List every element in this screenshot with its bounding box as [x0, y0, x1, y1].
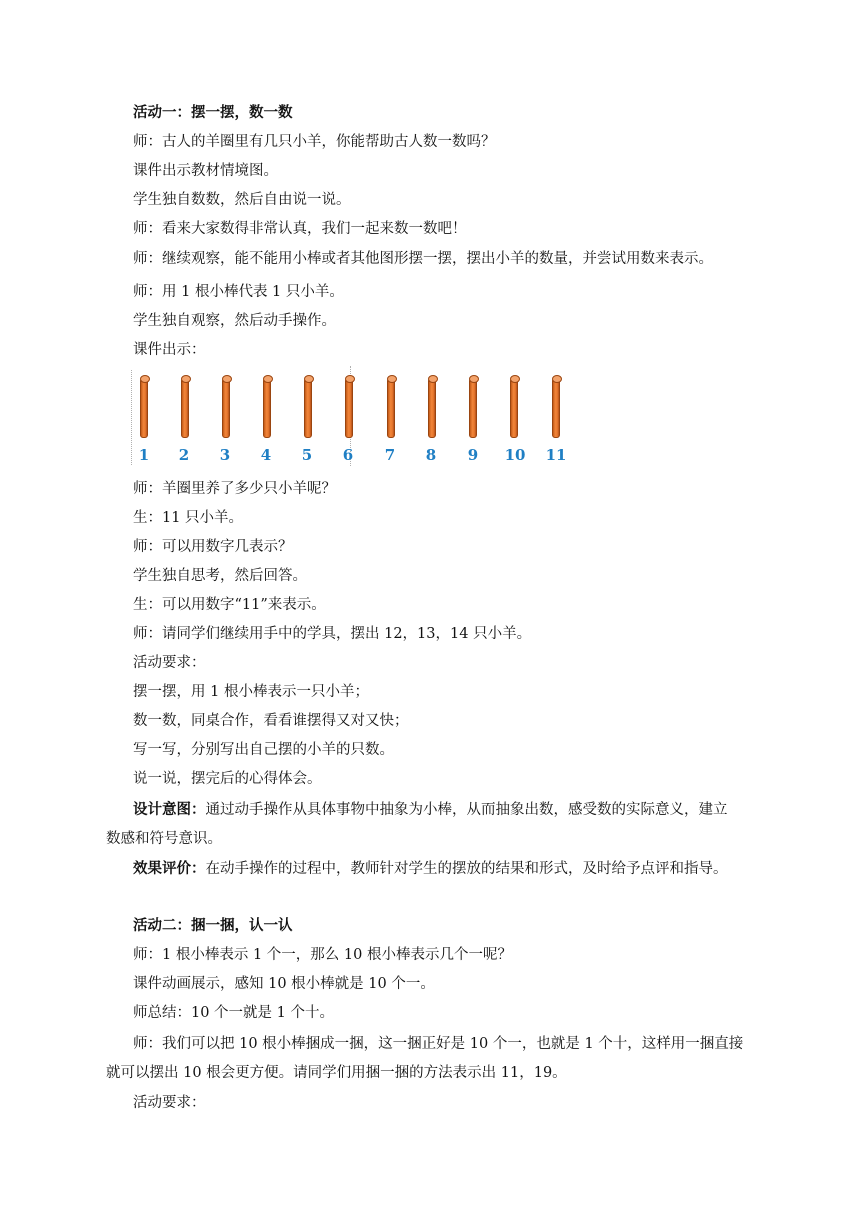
text-line: 课件出示：	[133, 342, 206, 358]
stick-number: 9	[467, 446, 479, 464]
stick-2	[181, 378, 189, 438]
text-line: 生：11 只小羊。	[133, 510, 244, 526]
text-line: 师：我们可以把 10 根小棒捆成一捆，这一捆正好是 10 个一，也就是 1 个十，这样用一捆直接	[133, 1036, 744, 1052]
text-line: 写一写，分别写出自己摆的小羊的只数。	[133, 742, 394, 758]
stick-8	[428, 378, 436, 438]
stick-7	[387, 378, 395, 438]
stick-10	[510, 378, 518, 438]
text-line: 师：羊圈里养了多少只小羊呢？	[133, 481, 336, 497]
text-line: 活动要求：	[133, 1095, 206, 1111]
stick-number: 6	[342, 446, 354, 464]
design-intent-text: 通过动手操作从具体事物中抽象为小棒，从而抽象出数，感受数的实际意义，建立	[205, 802, 728, 818]
design-intent-label: 设计意图：	[133, 801, 206, 818]
text-line: 摆一摆，用 1 根小棒表示一只小羊；	[133, 684, 369, 700]
stick-6	[345, 378, 353, 438]
stick-9	[469, 378, 477, 438]
text-line: 师：古人的羊圈里有几只小羊，你能帮助古人数一数吗？	[133, 134, 496, 150]
stick-number: 2	[178, 446, 190, 464]
text-line: 数一数，同桌合作，看看谁摆得又对又快；	[133, 713, 409, 729]
text-line: 生：可以用数字“11”来表示。	[133, 597, 326, 613]
text-line: 师：用 1 根小棒代表 1 只小羊。	[133, 284, 344, 300]
design-intent-continuation: 数感和符号意识。	[106, 831, 222, 847]
activity1-heading: 活动一：摆一摆，数一数	[133, 104, 293, 121]
activity2-heading: 活动二：捆一捆，认一认	[133, 917, 293, 934]
text-line: 师：继续观察，能不能用小棒或者其他图形摆一摆，摆出小羊的数量，并尝试用数来表示。	[133, 251, 713, 267]
design-intent	[133, 800, 728, 820]
stick-number: 10	[504, 446, 526, 464]
stick-number: 11	[545, 446, 567, 464]
stick-4	[263, 378, 271, 438]
stick-5	[304, 378, 312, 438]
text-line: 师：请同学们继续用手中的学具，摆出 12，13，14 只小羊。	[133, 626, 532, 642]
stick-number: 7	[384, 446, 396, 464]
stick-1	[140, 378, 148, 438]
effect-evaluation	[133, 859, 728, 879]
text-line: 课件出示教材情境图。	[133, 163, 278, 179]
text-line: 说一说，摆完后的心得体会。	[133, 771, 322, 787]
effect-evaluation-text: 在动手操作的过程中，教师针对学生的摆放的结果和形式，及时给予点评和指导。	[205, 861, 728, 877]
stick-number: 5	[301, 446, 313, 464]
stick-number: 1	[138, 446, 150, 464]
text-line: 学生独自数数，然后自由说一说。	[133, 192, 351, 208]
text-line: 学生独自观察，然后动手操作。	[133, 313, 336, 329]
stick-number: 8	[425, 446, 437, 464]
text-line: 师：1 根小棒表示 1 个一，那么 10 根小棒表示几个一呢？	[133, 947, 512, 963]
stick-number: 4	[260, 446, 272, 464]
text-line: 活动要求：	[133, 655, 206, 671]
stick-11	[552, 378, 560, 438]
text-line: 师：可以用数字几表示？	[133, 539, 293, 555]
text-line: 学生独自思考，然后回答。	[133, 568, 307, 584]
effect-evaluation-label: 效果评价：	[133, 860, 206, 877]
text-line: 就可以摆出 10 根会更方便。请同学们用捆一捆的方法表示出 11，19。	[106, 1065, 567, 1081]
stick-3	[222, 378, 230, 438]
stick-number: 3	[219, 446, 231, 464]
text-line: 师：看来大家数得非常认真，我们一起来数一数吧！	[133, 221, 467, 237]
text-line: 师总结：10 个一就是 1 个十。	[133, 1005, 335, 1021]
divider-line	[131, 370, 132, 465]
text-line: 课件动画展示，感知 10 根小棒就是 10 个一。	[133, 976, 435, 992]
